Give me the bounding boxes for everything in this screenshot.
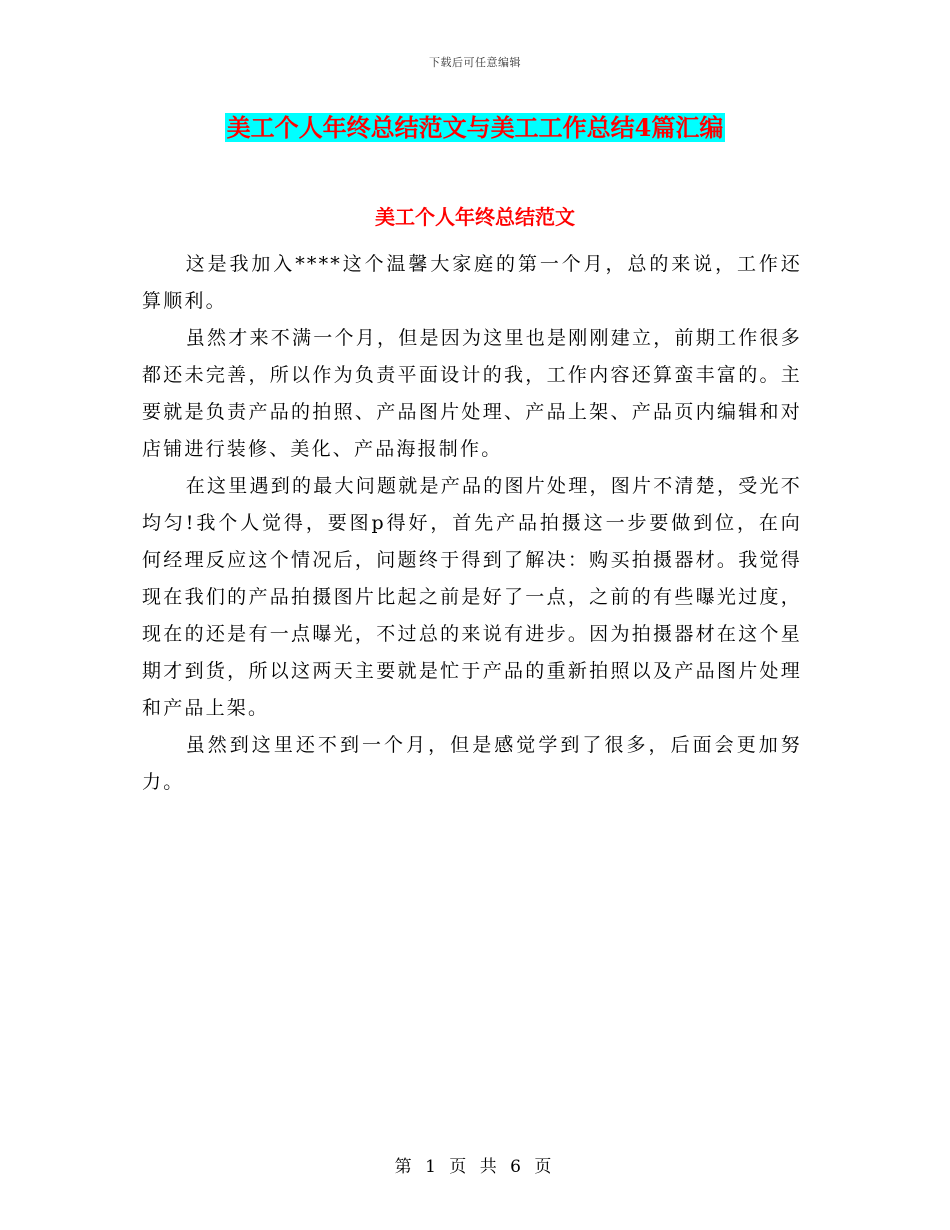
document-body — [142, 246, 802, 801]
document-title-text: 美工个人年终总结范文与美工工作总结4篇汇编 — [226, 113, 724, 142]
paragraph-4: 虽然到这里还不到一个月，但是感觉学到了很多，后面会更加努力。 — [142, 734, 802, 793]
document-title — [0, 110, 950, 146]
paragraph-3: 在这里遇到的最大问题就是产品的图片处理，图片不清楚，受光不均匀!我个人觉得，要图p得好，首先产品拍摄这一步要做到位，在向何经理反应这个情况后，问题终于得到了解决：购买拍摄器材。我觉得现在我们的产品拍摄图片比起之前是好了一点，之前的有些曝光过度，现在的还是有一点曝光，不过总的来说有进步。因为拍摄器材在这个星期才到货，所以这两天主要就是忙于产品的重新拍照以及产品图片处理和产品上架。 — [142, 475, 802, 719]
page-number-footer: 第 1 页 共 6 页 — [394, 1157, 556, 1177]
section-title: 美工个人年终总结范文 — [375, 205, 575, 229]
header-note: 下载后可任意编辑 — [429, 56, 521, 69]
paragraph-1: 这是我加入****这个温馨大家庭的第一个月，总的来说，工作还算顺利。 — [142, 253, 802, 312]
paragraph-2: 虽然才来不满一个月，但是因为这里也是刚刚建立，前期工作很多都还未完善，所以作为负责平面设计的我，工作内容还算蛮丰富的。主要就是负责产品的拍照、产品图片处理、产品上架、产品页内编辑和对店铺进行装修、美化、产品海报制作。 — [142, 327, 802, 460]
